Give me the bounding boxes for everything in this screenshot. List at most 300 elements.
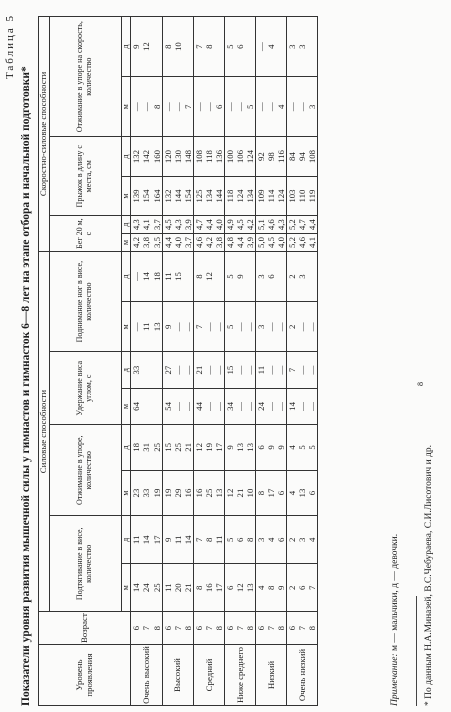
cell-value: 124 xyxy=(234,189,245,203)
cell-value: 132 xyxy=(162,189,173,203)
value-cell xyxy=(255,77,286,137)
cell-value: 8 xyxy=(213,625,224,631)
cell-value: 114 xyxy=(265,189,276,203)
table-row xyxy=(255,17,286,706)
cell-value: — xyxy=(172,102,183,112)
cell-value: 9 xyxy=(131,44,142,49)
cell-value: 33 xyxy=(131,365,142,375)
cell-value: 116 xyxy=(275,150,286,163)
level-cell: Низкий xyxy=(255,645,286,706)
value-cell xyxy=(286,77,317,137)
cell-value xyxy=(245,253,255,300)
value-cell xyxy=(286,251,317,301)
cell-value: 14 xyxy=(286,402,297,411)
cell-value: 5,2 xyxy=(286,236,297,248)
cell-value: 134 xyxy=(203,189,214,203)
cell-value: 25 xyxy=(172,443,183,452)
cell-value: 17 xyxy=(213,583,224,593)
cell-value: 15 xyxy=(162,443,173,452)
value-cell xyxy=(255,176,286,215)
header-level: Уровень проявления xyxy=(39,645,131,706)
cell-value: 20 xyxy=(172,583,183,593)
cell-value xyxy=(152,353,162,386)
cell-value: 8 xyxy=(151,104,162,109)
cell-value: 4,1 xyxy=(306,236,317,248)
value-cell xyxy=(131,251,162,301)
cell-value: — xyxy=(131,102,142,112)
cell-value: 110 xyxy=(296,189,307,203)
header-speed-pushups: Отжимание в упоре на скорость, количество xyxy=(49,17,121,137)
value-cell xyxy=(193,470,224,516)
cell-value: 7 xyxy=(296,625,307,631)
cell-value: — xyxy=(244,322,255,332)
cell-value: 11 xyxy=(162,583,173,592)
value-cell xyxy=(131,216,162,234)
cell-value: — xyxy=(213,402,224,411)
age-cell xyxy=(131,612,162,645)
cell-value: 4,2 xyxy=(131,236,142,248)
value-cell xyxy=(255,251,286,301)
cell-value: 6 xyxy=(296,585,307,590)
cell-value xyxy=(214,253,224,300)
header-pullups: Подтягивание в висе, количество xyxy=(49,516,121,612)
cell-value: 13 xyxy=(244,583,255,593)
cell-value: 14 xyxy=(141,272,152,281)
table-body xyxy=(131,17,317,706)
value-cell xyxy=(162,388,193,424)
table-row xyxy=(162,17,193,706)
cell-value: 4 xyxy=(265,537,276,543)
cell-value: 5,1 xyxy=(255,219,266,231)
value-cell xyxy=(193,17,224,77)
cell-value: — xyxy=(296,322,307,332)
cell-value: 94 xyxy=(296,152,307,161)
cell-value: 4,3 xyxy=(275,219,286,231)
cell-value: 14 xyxy=(141,535,152,545)
cell-value: 7 xyxy=(286,367,297,373)
value-cell xyxy=(224,470,255,516)
cell-value: 11 xyxy=(213,535,224,545)
cell-value: 11 xyxy=(172,535,183,545)
value-cell xyxy=(286,137,317,176)
header-strength-group: Силовые способности xyxy=(39,251,50,611)
cell-value: 4 xyxy=(306,537,317,543)
value-cell xyxy=(131,137,162,176)
sex-boys-header: м xyxy=(121,176,131,215)
cell-value: — xyxy=(265,102,276,112)
cell-value: 24 xyxy=(255,402,266,411)
value-cell xyxy=(131,352,162,388)
cell-value: — xyxy=(265,365,276,375)
cell-value: 4,1 xyxy=(141,219,152,231)
cell-value: 8 xyxy=(151,625,162,631)
cell-value: 4,0 xyxy=(275,236,286,248)
level-cell: Очень низкий xyxy=(286,645,317,706)
value-cell xyxy=(193,234,224,252)
note-text: м — мальчики, д — девочки. xyxy=(390,533,400,654)
cell-value: 3,9 xyxy=(182,219,193,231)
cell-value: 154 xyxy=(182,189,193,203)
level-cell: Очень высокий xyxy=(131,645,162,706)
cell-value: 4,6 xyxy=(296,236,307,248)
value-cell xyxy=(224,302,255,352)
cell-value: — xyxy=(255,102,266,112)
cell-value: 3 xyxy=(296,44,307,49)
value-cell xyxy=(162,17,193,77)
sex-boys-header: м xyxy=(121,234,131,252)
cell-value: 21 xyxy=(193,365,204,375)
cell-value: 7 xyxy=(234,625,245,631)
cell-value: 6 xyxy=(275,490,286,496)
cell-value: 3 xyxy=(296,537,307,543)
cell-value: 4,4 xyxy=(162,236,173,248)
cell-value: 27 xyxy=(162,365,173,375)
value-cell xyxy=(255,470,286,516)
cell-value: 10 xyxy=(244,488,255,498)
header-run: Бег 20 м, с xyxy=(49,216,121,252)
value-cell xyxy=(255,516,286,564)
cell-value: 3 xyxy=(296,274,307,279)
cell-value: 9 xyxy=(265,445,276,450)
cell-value: 100 xyxy=(224,149,235,164)
cell-value: 4,8 xyxy=(224,236,235,248)
table-label: Таблица 5 xyxy=(4,14,16,80)
cell-value: 160 xyxy=(151,149,162,164)
cell-value: 12 xyxy=(224,488,235,498)
cell-value: 13 xyxy=(213,488,224,498)
cell-value: 29 xyxy=(172,488,183,498)
value-cell xyxy=(193,216,224,234)
cell-value xyxy=(307,18,317,75)
cell-value: 92 xyxy=(255,152,266,161)
cell-value: — xyxy=(224,102,235,112)
age-cell xyxy=(193,612,224,645)
value-cell xyxy=(193,77,224,137)
cell-value: 7 xyxy=(265,625,276,631)
cell-value: 3,7 xyxy=(151,219,162,231)
cell-value: 6 xyxy=(255,625,266,631)
value-cell xyxy=(162,216,193,234)
age-cell xyxy=(162,612,193,645)
cell-value: 6 xyxy=(234,44,245,49)
cell-value: 44 xyxy=(193,402,204,411)
cell-value: 12 xyxy=(141,42,152,51)
value-cell xyxy=(224,425,255,471)
cell-value: 24 xyxy=(141,583,152,593)
cell-value: 5 xyxy=(224,274,235,279)
cell-value: 2 xyxy=(286,585,297,590)
cell-value: — xyxy=(131,322,142,332)
sex-girls-header: д xyxy=(121,352,131,388)
cell-value: 134 xyxy=(244,189,255,203)
cell-value: 2 xyxy=(286,324,297,329)
sex-girls-header: д xyxy=(121,251,131,301)
cell-value xyxy=(307,253,317,300)
cell-value: 108 xyxy=(193,149,204,164)
value-cell xyxy=(224,176,255,215)
cell-value: 8 xyxy=(255,490,266,496)
cell-value: — xyxy=(275,402,286,411)
cell-value: — xyxy=(203,365,214,375)
cell-value: 33 xyxy=(141,488,152,498)
cell-value: 10 xyxy=(172,42,183,51)
age-cell xyxy=(224,612,255,645)
cell-value: 7 xyxy=(172,625,183,631)
cell-value: 7 xyxy=(182,104,193,109)
value-cell xyxy=(162,137,193,176)
cell-value: 4 xyxy=(286,445,297,450)
cell-value xyxy=(183,18,193,75)
cell-value: 6 xyxy=(131,625,142,631)
cell-value: 13 xyxy=(234,443,245,452)
cell-value: 108 xyxy=(306,149,317,164)
cell-value: 12 xyxy=(193,443,204,452)
value-cell xyxy=(193,251,224,301)
cell-value: 21 xyxy=(182,583,193,593)
value-cell xyxy=(286,388,317,424)
cell-value: 25 xyxy=(203,488,214,498)
value-cell xyxy=(131,470,162,516)
cell-value: 34 xyxy=(224,402,235,411)
cell-value: 13 xyxy=(151,322,162,332)
sex-boys-header: м xyxy=(121,388,131,424)
cell-value: 21 xyxy=(234,488,245,498)
cell-value: 64 xyxy=(131,402,142,411)
sex-girls-header: д xyxy=(121,17,131,77)
cell-value: 5 xyxy=(244,104,255,109)
cell-value: 15 xyxy=(224,365,235,375)
cell-value: 144 xyxy=(172,189,183,203)
cell-value xyxy=(152,390,162,423)
value-cell xyxy=(224,77,255,137)
cell-value: 109 xyxy=(255,189,266,203)
value-cell xyxy=(286,302,317,352)
level-cell: Средний xyxy=(193,645,224,706)
value-cell xyxy=(162,77,193,137)
cell-value: 8 xyxy=(203,537,214,543)
cell-value: — xyxy=(234,102,245,112)
cell-value: 5 xyxy=(306,445,317,450)
cell-value: 4,7 xyxy=(296,219,307,231)
cell-value: 84 xyxy=(286,152,297,161)
cell-value: 132 xyxy=(131,149,142,164)
value-cell xyxy=(193,137,224,176)
value-cell xyxy=(255,216,286,234)
value-cell xyxy=(131,516,162,564)
value-cell xyxy=(193,425,224,471)
cell-value: — xyxy=(244,365,255,375)
cell-value: 4,3 xyxy=(131,219,142,231)
value-cell xyxy=(286,17,317,77)
cell-value: — xyxy=(296,402,307,411)
cell-value: 4,4 xyxy=(306,219,317,231)
value-cell xyxy=(255,388,286,424)
value-cell xyxy=(193,564,224,612)
cell-value: 4,6 xyxy=(265,219,276,231)
sex-girls-header: д xyxy=(121,425,131,471)
cell-value: 19 xyxy=(151,488,162,498)
value-cell xyxy=(255,234,286,252)
cell-value: — xyxy=(234,322,245,332)
header-jump: Прыжок в длину с места, см xyxy=(49,137,121,216)
value-cell xyxy=(286,176,317,215)
value-cell xyxy=(224,251,255,301)
cell-value: — xyxy=(234,365,245,375)
cell-value: 12 xyxy=(234,583,245,593)
cell-value: 118 xyxy=(203,150,214,163)
cell-value: 154 xyxy=(141,189,152,203)
strength-table xyxy=(38,16,318,706)
value-cell xyxy=(193,176,224,215)
value-cell xyxy=(255,302,286,352)
sex-boys-header: м xyxy=(121,470,131,516)
sex-girls-header: д xyxy=(121,216,131,234)
cell-value: 14 xyxy=(131,583,142,593)
cell-value: 144 xyxy=(213,189,224,203)
sex-boys-header: м xyxy=(121,564,131,612)
cell-value: 13 xyxy=(296,488,307,498)
cell-value: 16 xyxy=(193,488,204,498)
cell-value: 9 xyxy=(275,445,286,450)
value-cell xyxy=(162,516,193,564)
value-cell xyxy=(255,564,286,612)
cell-value: 3 xyxy=(255,537,266,543)
cell-value: — xyxy=(131,272,142,281)
value-cell xyxy=(224,17,255,77)
cell-value: — xyxy=(193,102,204,112)
cell-value: 13 xyxy=(244,443,255,452)
cell-value: 3,7 xyxy=(182,236,193,248)
footnote: * По данным Н.А.Миназей, В.С.Чебураева, С.И.Лисотович и др. xyxy=(424,445,434,706)
cell-value: — xyxy=(203,102,214,112)
cell-value: — xyxy=(213,322,224,332)
cell-value: 9 xyxy=(224,445,235,450)
cell-value: 8 xyxy=(162,44,173,49)
cell-value: 8 xyxy=(193,274,204,279)
age-cell xyxy=(255,612,286,645)
cell-value: 14 xyxy=(182,535,193,545)
cell-value: 148 xyxy=(182,149,193,164)
cell-value: 106 xyxy=(234,149,245,164)
note xyxy=(390,534,400,706)
cell-value: 98 xyxy=(265,152,276,161)
cell-value xyxy=(214,18,224,75)
cell-value: — xyxy=(213,365,224,375)
cell-value: 4,2 xyxy=(203,236,214,248)
table-row xyxy=(193,17,224,706)
value-cell xyxy=(224,234,255,252)
cell-value: 4,9 xyxy=(224,219,235,231)
cell-value: 4,0 xyxy=(172,236,183,248)
cell-value: 124 xyxy=(275,189,286,203)
cell-value: 6 xyxy=(306,490,317,496)
table-row xyxy=(131,17,162,706)
cell-value: 19 xyxy=(203,443,214,452)
cell-value: 6 xyxy=(224,625,235,631)
cell-value: — xyxy=(244,402,255,411)
table-row xyxy=(224,17,255,706)
cell-value xyxy=(276,253,286,300)
header-hold: Удержание виса углом, с xyxy=(49,352,121,425)
value-cell xyxy=(255,352,286,388)
cell-value: 7 xyxy=(203,625,214,631)
cell-value: — xyxy=(265,322,276,332)
cell-value: — xyxy=(162,102,173,112)
value-cell xyxy=(224,564,255,612)
cell-value: 136 xyxy=(213,149,224,164)
cell-value: — xyxy=(275,365,286,375)
cell-value xyxy=(141,353,151,386)
cell-value: 6 xyxy=(255,445,266,450)
footnote-rule xyxy=(416,596,417,706)
cell-value: 3,8 xyxy=(141,236,152,248)
value-cell xyxy=(131,234,162,252)
cell-value: — xyxy=(172,365,183,375)
cell-value: 5,2 xyxy=(286,219,297,231)
cell-value: 2 xyxy=(286,274,297,279)
sex-boys-header: м xyxy=(121,302,131,352)
cell-value: — xyxy=(255,42,266,51)
cell-value: 18 xyxy=(131,443,142,452)
value-cell xyxy=(286,216,317,234)
cell-value: 8 xyxy=(306,625,317,631)
cell-value: 7 xyxy=(193,537,204,543)
cell-value: — xyxy=(275,322,286,332)
cell-value: 16 xyxy=(203,583,214,593)
cell-value: 4 xyxy=(265,44,276,49)
value-cell xyxy=(193,302,224,352)
cell-value: 4,4 xyxy=(234,236,245,248)
note-label: Примечание: xyxy=(390,653,400,706)
cell-value: 11 xyxy=(141,322,152,332)
cell-value: 11 xyxy=(131,535,142,545)
value-cell xyxy=(224,352,255,388)
cell-value: 9 xyxy=(275,585,286,590)
cell-value: 9 xyxy=(162,537,173,543)
cell-value xyxy=(245,18,255,75)
value-cell xyxy=(286,352,317,388)
cell-value: — xyxy=(286,102,297,112)
cell-value: 6 xyxy=(286,625,297,631)
header-legs: Поднимание ног в висе, количество xyxy=(49,251,121,352)
cell-value: 124 xyxy=(244,149,255,164)
cell-value: 5 xyxy=(224,537,235,543)
cell-value: — xyxy=(306,322,317,332)
value-cell xyxy=(224,388,255,424)
sex-header-row xyxy=(121,17,131,706)
cell-value: — xyxy=(182,402,193,411)
cell-value: 7 xyxy=(193,324,204,329)
cell-value: 4,5 xyxy=(162,219,173,231)
value-cell xyxy=(224,137,255,176)
cell-value: 8 xyxy=(275,625,286,631)
value-cell xyxy=(131,77,162,137)
cell-value: 12 xyxy=(203,272,214,281)
cell-value: 15 xyxy=(172,272,183,281)
cell-value: 9 xyxy=(234,274,245,279)
cell-value: — xyxy=(182,322,193,332)
cell-value: 3 xyxy=(286,44,297,49)
cell-value: 142 xyxy=(141,149,152,164)
value-cell xyxy=(162,234,193,252)
cell-value: 4,3 xyxy=(172,219,183,231)
cell-value: — xyxy=(306,365,317,375)
value-cell xyxy=(162,470,193,516)
cell-value: 31 xyxy=(141,443,152,452)
cell-value: 3 xyxy=(306,104,317,109)
cell-value: 5 xyxy=(296,445,307,450)
cell-value xyxy=(183,253,193,300)
